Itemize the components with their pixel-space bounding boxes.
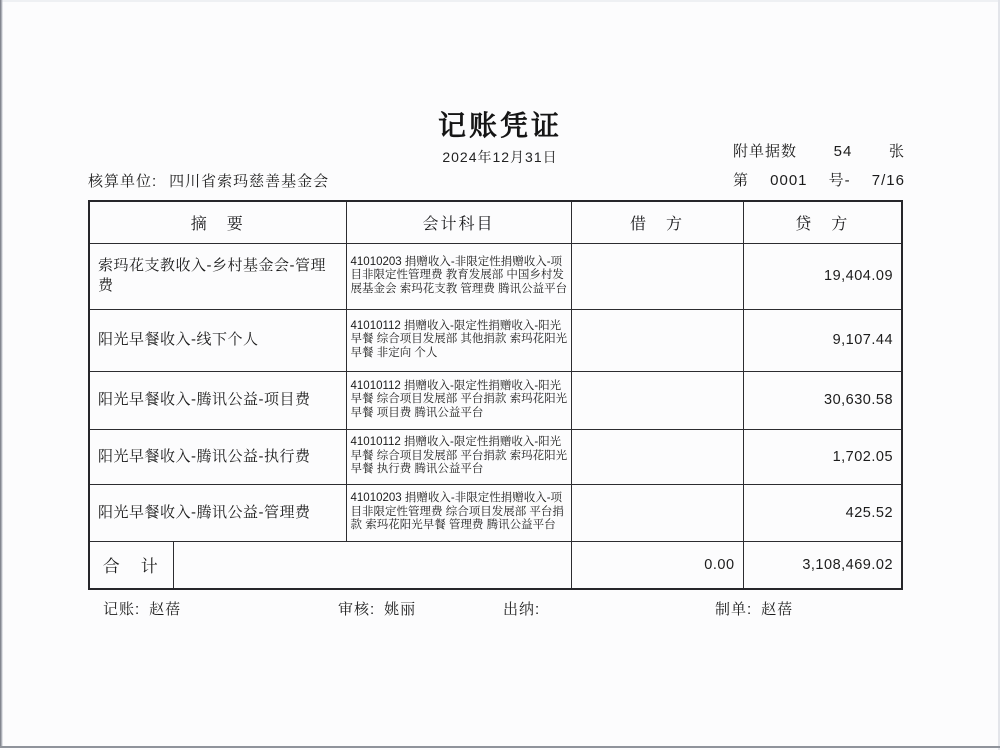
attachment-info [733,140,905,161]
total-row [89,541,902,589]
header-cell-subject: 会计科目 [346,201,571,243]
subject-cell: 41010112 捐赠收入-限定性捐赠收入-阳光早餐 综合项目发展部 平台捐款 索玛花阳光早餐 执行费 腾讯公益平台 [346,429,571,484]
signature-footer [88,598,901,622]
total-empty-cell [173,541,571,589]
signer-preparer-label: 制单: [715,601,753,618]
total-debit-cell: 0.00 [571,541,743,589]
voucher-date: 2024年12月31日 [442,149,558,165]
attachment-count: 54 [833,143,853,160]
subject-cell: 41010112 捐赠收入-限定性捐赠收入-阳光早餐 综合项目发展部 平台捐款 索玛花阳光早餐 项目费 腾讯公益平台 [346,371,571,429]
scan-edge-bottom [0,746,1000,748]
debit-cell [571,243,743,309]
subject-cell: 41010203 捐赠收入-非限定性捐赠收入-项目非限定性管理费 综合项目发展部 平台捐款 索玛花阳光早餐 管理费 腾讯公益平台 [346,484,571,541]
header-cell-debit: 借 方 [571,201,743,243]
summary-cell: 阳光早餐收入-腾讯公益-执行费 [89,429,346,484]
debit-cell [571,371,743,429]
signer-cashier-label: 出纳: [503,601,541,618]
voucher-title: 记账凭证 [437,110,562,141]
summary-cell: 索玛花支教收入-乡村基金会-管理费 [89,243,346,309]
summary-cell: 阳光早餐收入-线下个人 [89,309,346,371]
accounting-unit-name: 四川省索玛慈善基金会 [169,173,330,190]
subject-cell: 41010112 捐赠收入-限定性捐赠收入-阳光早餐 综合项目发展部 其他捐款 索玛花阳光早餐 非定向 个人 [346,309,571,371]
table-row [89,484,902,541]
scan-edge-top [0,0,1000,2]
voucher-meta [733,140,905,198]
table-header-row [89,201,902,243]
debit-cell [571,309,743,371]
table-row [89,371,902,429]
voucher-no-prefix: 第 [733,172,750,189]
summary-cell: 阳光早餐收入-腾讯公益-管理费 [89,484,346,541]
voucher-table [88,200,903,590]
signer-reviewer-name: 姚丽 [384,601,417,618]
voucher-no-suffix: 号- [828,172,851,189]
voucher-page-indicator: 7/16 [871,172,905,189]
subject-cell: 41010203 捐赠收入-非限定性捐赠收入-项目非限定性管理费 教育发展部 中国乡村发展基金会 索玛花支教 管理费 腾讯公益平台 [346,243,571,309]
credit-cell: 9,107.44 [743,309,902,371]
signer-bookkeeper-label: 记账: [103,601,141,618]
attachment-unit: 张 [888,143,905,160]
debit-cell [571,484,743,541]
voucher-number [733,169,905,190]
voucher-no-value: 0001 [770,172,808,189]
debit-cell [571,429,743,484]
accounting-unit-label: 核算单位: [88,173,158,190]
credit-cell: 19,404.09 [743,243,902,309]
total-credit-cell: 3,108,469.02 [743,541,902,589]
signer-bookkeeper-name: 赵蓓 [149,601,182,618]
signer-preparer [715,598,793,619]
signer-reviewer [338,598,416,619]
credit-cell: 30,630.58 [743,371,902,429]
attachment-label: 附单据数 [733,143,798,160]
header-cell-summary: 摘 要 [89,201,346,243]
header-cell-credit: 贷 方 [743,201,902,243]
summary-cell: 阳光早餐收入-腾讯公益-项目费 [89,371,346,429]
table-row [89,429,902,484]
signer-cashier [503,598,549,619]
credit-cell: 425.52 [743,484,902,541]
accounting-unit [88,170,329,191]
table-row [89,243,902,309]
scan-edge-left [0,0,3,746]
total-label-cell: 合 计 [89,541,173,589]
signer-preparer-name: 赵蓓 [761,601,794,618]
table-row [89,309,902,371]
credit-cell: 1,702.05 [743,429,902,484]
signer-reviewer-label: 审核: [338,601,376,618]
signer-bookkeeper [103,598,181,619]
